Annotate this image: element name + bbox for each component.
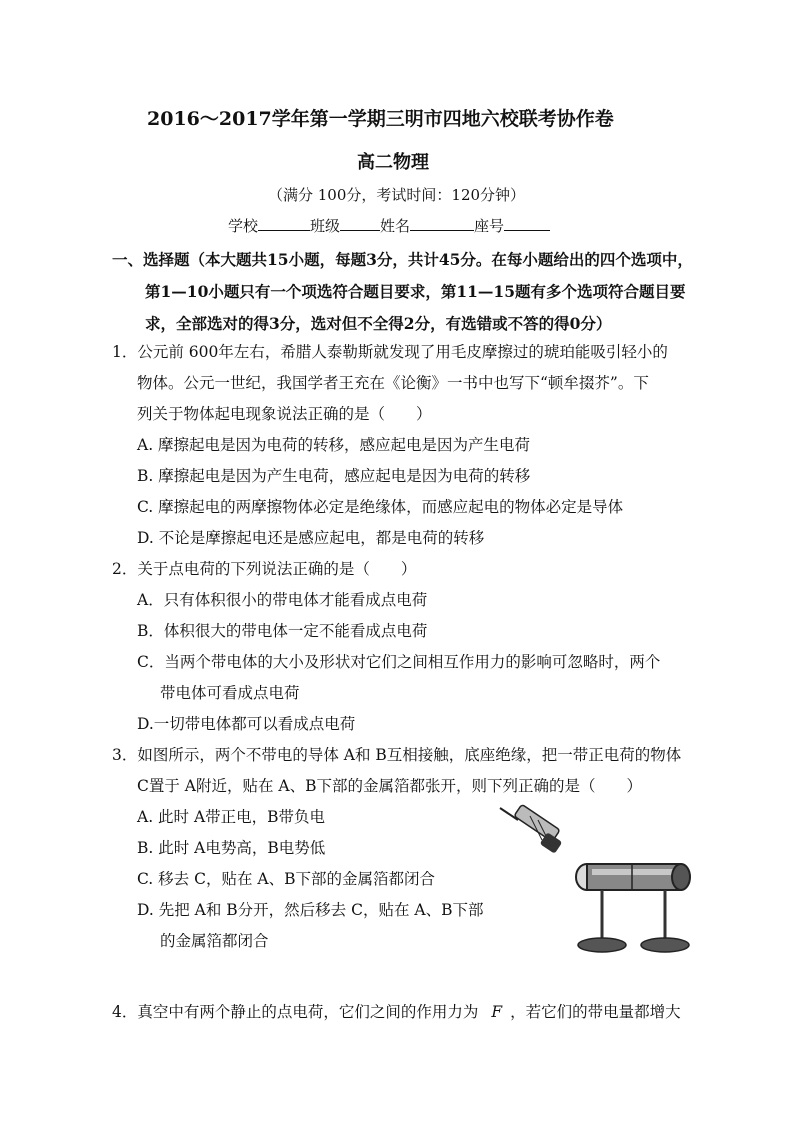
q3-option-c: C. 移去 C，贴在 A、B下部的金属箔都闭合 <box>137 870 435 888</box>
q2-option-c-1: C．当两个带电体的大小及形状对它们之间相互作用力的影响可忽略时，两个 <box>137 653 661 671</box>
q3-stem-1: 3．如图所示，两个不带电的导体 A和 B互相接触，底座绝缘，把一带正电荷的物体 <box>112 746 682 764</box>
q4-stem-text: 4．真空中有两个静止的点电荷，它们之间的作用力为 <box>112 1003 479 1021</box>
q1-stem-1: 1．公元前 600年左右，希腊人泰勒斯就发现了用毛皮摩擦过的琥珀能吸引轻小的 <box>112 343 668 361</box>
q1-option-d: D. 不论是摩擦起电还是感应起电，都是电荷的转移 <box>137 529 485 547</box>
name-blank[interactable] <box>410 216 474 231</box>
conductor-illustration <box>490 800 700 960</box>
q3-stem-2: C置于 A附近，贴在 A、B下部的金属箔都张开，则下列正确的是（ ） <box>137 777 642 795</box>
section1-instruction-1: 一、选择题（本大题共15小题，每题3分，共计45分。在每小题给出的四个选项中， <box>112 250 693 269</box>
q3-option-d-1: D. 先把 A和 B分开，然后移去 C，贴在 A、B下部 <box>137 901 484 919</box>
q1-option-b: B. 摩擦起电是因为产生电荷，感应起电是因为电荷的转移 <box>137 467 531 485</box>
subject-title: 高二物理 <box>357 152 429 173</box>
q4-force-variable: F <box>491 1003 503 1021</box>
q3-option-b: B. 此时 A电势高，B电势低 <box>137 839 326 857</box>
class-blank[interactable] <box>340 216 380 231</box>
school-blank[interactable] <box>258 216 310 231</box>
q4-stem <box>112 997 681 1028</box>
conductor-pair <box>576 864 690 890</box>
exam-note: （满分 100分，考试时间：120分钟） <box>268 186 526 204</box>
class-label: 班级 <box>310 217 341 235</box>
q4-stem-text-2: ，若它们的带电量都增大 <box>510 1003 681 1021</box>
q2-option-a: A．只有体积很小的带电体才能看成点电荷 <box>137 591 428 609</box>
section1-instruction-2: 第1—10小题只有一个项选符合题目要求，第11—15题有多个选项符合题目要 <box>145 282 686 301</box>
q3-option-a: A. 此时 A带正电，B带负电 <box>137 808 326 826</box>
q3-option-d-2: 的金属箔都闭合 <box>160 932 269 950</box>
q2-stem: 2．关于点电荷的下列说法正确的是（ ） <box>112 560 417 578</box>
student-info-line <box>228 215 550 236</box>
q1-stem-3: 列关于物体起电现象说法正确的是（ ） <box>137 405 432 423</box>
insulating-stands <box>578 890 689 952</box>
charged-rod <box>500 804 562 854</box>
name-label: 姓名 <box>380 217 411 235</box>
seat-label: 座号 <box>474 217 505 235</box>
seat-blank[interactable] <box>504 216 550 231</box>
q2-option-b: B．体积很大的带电体一定不能看成点电荷 <box>137 622 428 640</box>
q2-option-d: D.一切带电体都可以看成点电荷 <box>137 715 356 733</box>
q1-option-a: A. 摩擦起电是因为电荷的转移，感应起电是因为产生电荷 <box>137 436 531 454</box>
q2-option-c-2: 带电体可看成点电荷 <box>160 684 300 702</box>
q1-stem-2: 物体。公元一世纪，我国学者王充在《论衡》一书中也写下“顿牟掇芥”。下 <box>137 374 649 392</box>
q1-option-c: C. 摩擦起电的两摩擦物体必定是绝缘体，而感应起电的物体必定是导体 <box>137 498 624 516</box>
section1-instruction-3: 求，全部选对的得3分，选对但不全得2分，有选错或不答的得0分） <box>145 314 612 333</box>
school-label: 学校 <box>228 217 259 235</box>
page-title: 2016～2017学年第一学期三明市四地六校联考协作卷 <box>147 108 614 130</box>
